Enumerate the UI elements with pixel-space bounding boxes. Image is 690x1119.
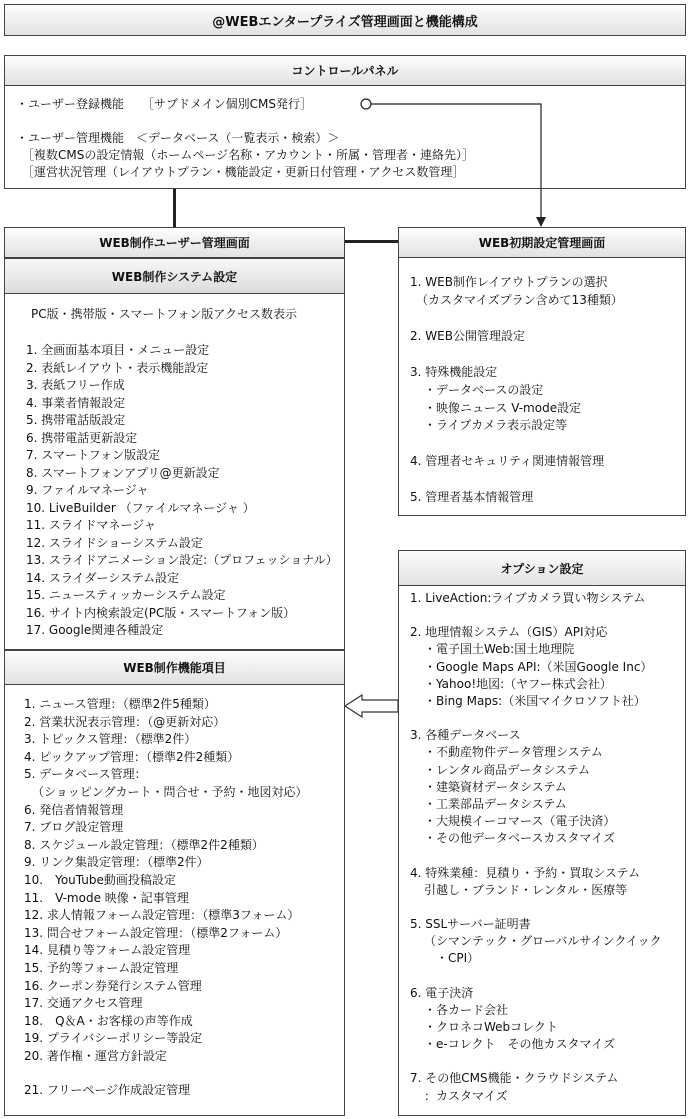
list-item: 11. スライドマネージャ: [26, 518, 157, 532]
arrowhead-down-icon: [536, 217, 546, 227]
list-item: 17. 交通アクセス管理: [24, 996, 143, 1011]
list-item: ・工業部品データシステム: [424, 797, 567, 812]
list-item: 2. WEB公開管理設定: [410, 328, 525, 343]
function-items-header: WEB制作機能項目: [4, 650, 345, 685]
list-item: 2. 地理情報システム（GIS）API対応: [410, 625, 608, 640]
list-item: 20. 著作権・運営方針設定: [24, 1048, 167, 1063]
list-item: ・Google Maps API:（米国Google Inc）: [424, 659, 653, 674]
list-item: 15. 予約等フォーム設定管理: [24, 960, 179, 975]
list-item: 3. 特殊機能設定: [410, 364, 498, 379]
list-item: 16. サイト内検索設定(PC版・スマートフォン版）: [26, 605, 296, 620]
list-item: 14. スライダーシステム設定: [26, 570, 180, 585]
options-header: オプション設定: [398, 550, 686, 586]
list-item: [410, 1053, 661, 1070]
list-item: 7. ブログ設定管理: [24, 820, 124, 835]
list-item: 5. 管理者基本情報管理: [410, 490, 534, 505]
list-item: ・Yahoo!地図:（ヤフー株式会社）: [424, 676, 612, 691]
list-item: 18. Q＆A・お客様の声等作成: [24, 1013, 193, 1028]
list-item: ・映像ニュース V-mode設定: [424, 400, 582, 415]
list-item: ・ライブカメラ表示設定等: [424, 418, 568, 433]
list-item: ：カスタマイズ: [424, 1088, 508, 1103]
options-list: [410, 590, 661, 1105]
list-item: ・レンタル商品データシステム: [424, 762, 591, 777]
list-item: 5. 携帯電話版設定: [26, 413, 126, 427]
list-item: 3. 表紙フリー作成: [26, 378, 125, 392]
list-item: 9. ファイルマネージャ: [26, 483, 149, 497]
list-item: 10. LiveBuilder （ファイルマネージャ ）: [26, 500, 255, 515]
list-item: 1. ニュース管理：（標準2件5種類）: [24, 697, 216, 711]
list-item: 7. スマートフォン版設定: [26, 448, 161, 462]
access-count-line: PC版・携帯版・スマートフォン版アクセス数表示: [31, 307, 298, 321]
list-item: 5. データベース管理：: [24, 767, 147, 782]
list-item: [410, 310, 623, 328]
list-item: 17. Google関連各種設定: [26, 623, 164, 637]
list-item: （ショッピングカート・問合せ・予約・地図対応）: [32, 784, 308, 799]
list-item: 4. 事業者情報設定: [26, 395, 126, 410]
list-item: ・e-コレクト その他カスタマイズ: [424, 1037, 616, 1052]
list-item: 13. 問合せフォーム設定管理：（標準2フォーム）: [24, 925, 288, 940]
list-item: 3. 各種データベース: [410, 728, 521, 743]
list-item: 1. WEB制作レイアウトプランの選択: [410, 275, 608, 289]
list-item: 引越し・ブランド・レンタル・医療等: [424, 882, 628, 897]
system-settings-list: [26, 342, 338, 640]
list-item: 12. スライドショーシステム設定: [26, 535, 203, 550]
list-item: [410, 899, 661, 916]
list-item: ・不動産物件データ管理システム: [424, 745, 603, 760]
list-item: 2. 営業状況表示管理：（@更新対応）: [24, 714, 226, 729]
control-panel-line: ［運営状況管理（レイアウトプラン・機能設定・更新日付管理・アクセス数管理］: [16, 164, 465, 179]
list-item: 4. 特殊業種：見積り・予約・買取システム: [410, 865, 641, 880]
list-item: （カスタマイズプラン含めて13種類）: [416, 292, 623, 307]
list-item: ・CPI）: [436, 951, 480, 966]
list-item: 9. リンク集設定管理：（標準2件）: [24, 855, 209, 870]
list-item: ・各カード会社: [424, 1002, 509, 1017]
list-item: 11. V-mode 映像・記事管理: [24, 890, 189, 905]
list-item: ・Bing Maps:（米国マイクロソフト社）: [424, 694, 646, 709]
list-item: 1. 全画面基本項目・メニュー設定: [26, 343, 210, 357]
list-item: 4. 管理者セキュリティ関連情報管理: [410, 454, 605, 469]
list-item: 5. SSLサーバー証明書: [410, 917, 531, 932]
list-item: [410, 471, 623, 489]
list-item: 13. スライドアニメーション設定:（プロフェッショナル）: [26, 553, 338, 567]
control-panel-line: ［複数CMSの設定情報（ホームページ名称・アカウント・所属・管理者・連絡先）］: [16, 147, 474, 162]
list-item: [410, 435, 623, 453]
list-item: 4. ピックアップ管理：（標準2件2種類）: [24, 749, 240, 764]
list-item: 3. トピックス管理：（標準2件）: [24, 732, 197, 747]
list-item: 15. ニュースティッカーシステム設定: [26, 588, 226, 602]
list-item: 6. 電子決済: [410, 985, 474, 1000]
system-settings-subheader: WEB制作システム設定: [4, 258, 345, 294]
list-item: 8. スケジュール設定管理：（標準2件2種類）: [24, 837, 264, 852]
list-item: 19. プライバシーポリシー等設定: [24, 1031, 203, 1046]
list-item: ・建築資材データシステム: [424, 779, 567, 794]
control-panel-line: ・ユーザー管理機能 ＜データベース（一覧表示・検索）＞: [16, 130, 340, 145]
list-item: （シマンテック・グローバルサインクイック: [424, 934, 662, 949]
list-item: [410, 346, 623, 364]
function-items-list: [24, 696, 308, 1100]
list-item: 6. 携帯電話更新設定: [26, 430, 138, 445]
page-title: @WEBエンタープライズ管理画面と機能構成: [4, 4, 686, 36]
list-item: 6. 発信者情報管理: [24, 802, 124, 817]
list-item: [410, 710, 661, 727]
control-panel-header: コントロールパネル: [4, 55, 686, 86]
list-item: 2. 表紙レイアウト・表示機能設定: [26, 360, 209, 375]
list-item: 21. フリーページ作成設定管理: [24, 1083, 191, 1098]
list-item: [410, 607, 661, 624]
list-item: 16. クーポン券発行システム管理: [24, 978, 202, 993]
list-item: [24, 1065, 308, 1082]
connector-registration-to-initial: [371, 104, 541, 218]
list-item: 12. 求人情報フォーム設定管理：（標準3フォーム）: [24, 908, 300, 923]
list-item: ・電子国土Web:国土地理院: [424, 642, 575, 657]
control-panel-line: ・ユーザー登録機能 ［サブドメイン個別CMS発行］: [16, 97, 312, 111]
list-item: ・クロネコWebコレクト: [424, 1020, 558, 1035]
connector-origin-circle: [361, 99, 371, 109]
list-item: 14. 見積り等フォーム設定管理: [24, 943, 191, 958]
arrow-left-icon: [345, 695, 398, 717]
list-item: ・データベースの設定: [424, 382, 544, 397]
list-item: 10. YouTube動画投稿設定: [24, 872, 176, 887]
list-item: 7. その他CMS機能・クラウドシステム: [410, 1071, 619, 1086]
list-item: 1. LiveAction:ライブカメラ買い物システム: [410, 591, 646, 605]
list-item: [410, 968, 661, 985]
list-item: [410, 848, 661, 865]
initial-settings-list: [410, 274, 623, 507]
list-item: ・大規模イーコマース（電子決済）: [424, 814, 616, 829]
list-item: ・その他データベースカスタマイズ: [424, 831, 616, 846]
list-item: 8. スマートフォンアプリ@更新設定: [26, 465, 220, 480]
initial-settings-header: WEB初期設定管理画面: [398, 227, 686, 258]
user-screen-header: WEB制作ユーザー管理画面: [4, 227, 345, 258]
